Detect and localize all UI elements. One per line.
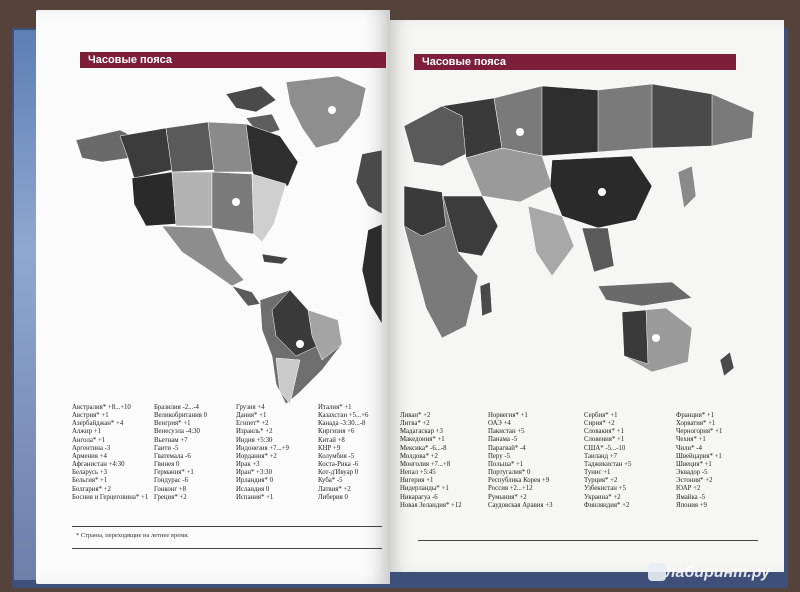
map-usa-mountain [172, 172, 212, 226]
country-entry: Таджикистан +5 [584, 460, 632, 468]
country-entry: Словакия* +1 [584, 428, 624, 436]
country-entry: Португалия* 0 [488, 469, 531, 477]
country-entry: Иордания* +2 [236, 452, 277, 460]
country-entry: Швеция* +1 [676, 460, 712, 468]
country-entry: Черногория* +1 [676, 428, 723, 436]
country-entry: Казахстан +5...+6 [318, 412, 369, 420]
country-entry: Германия* +1 [154, 469, 194, 477]
map-arctic-islands [226, 86, 276, 112]
country-entry: Колумбия -5 [318, 452, 355, 460]
country-entry: Египет* +2 [236, 420, 269, 428]
left-column-3 [236, 404, 289, 502]
country-entry: Коста-Рика -6 [318, 461, 359, 469]
left-column-2 [154, 404, 207, 502]
country-entry: Эстония* +2 [676, 477, 713, 485]
country-entry: Австрия* +1 [72, 412, 109, 420]
right-column-3 [584, 412, 631, 510]
map-cuba [262, 254, 288, 264]
country-entry: Таиланд +7 [584, 452, 618, 460]
country-entry: Ангола* +1 [72, 436, 106, 444]
country-entry: Великобритания 0 [154, 412, 207, 420]
country-entry: Индонезия +7...+9 [236, 444, 289, 452]
country-entry: Парагвай* -4 [488, 444, 526, 452]
left-page-banner [80, 52, 386, 68]
country-entry: Норвегия* +1 [488, 412, 528, 419]
watermark-text: лабиринт.ру [665, 564, 770, 581]
country-entry: Перу -5 [488, 452, 510, 460]
country-entry: Республика Корея +9 [488, 477, 550, 485]
left-footnote-rule [72, 526, 382, 527]
map-western-europe [356, 150, 382, 214]
country-entry: Армения +4 [72, 452, 107, 460]
country-entry: Афганистан +4:30 [72, 461, 125, 469]
country-entry: Турция* +2 [584, 477, 618, 485]
country-entry: Финляндия* +2 [584, 501, 630, 509]
country-entry: Украина* +2 [584, 493, 621, 501]
country-entry: Вьетнам +7 [154, 436, 188, 444]
country-entry: Сирия* +2 [584, 420, 615, 428]
map-japan [678, 166, 696, 208]
left-bottom-rule [72, 548, 382, 549]
map-indochina [582, 228, 614, 272]
country-entry: Испания* +1 [236, 493, 274, 501]
country-entry: ОАЭ +4 [488, 420, 511, 428]
map-europe-west [404, 106, 466, 166]
map-greenland [286, 76, 366, 148]
map-australia-west [622, 310, 648, 364]
country-entry: Саудовская Аравия +3 [488, 501, 553, 509]
map-central-asia [466, 148, 552, 202]
country-entry: Израиль* +2 [236, 428, 273, 436]
country-entry: Либерия 0 [318, 493, 348, 501]
country-entry: Индия +5:30 [236, 436, 273, 444]
country-entry: Алжир +1 [72, 428, 101, 436]
country-entry: Аргентина -3 [72, 444, 111, 452]
country-entry: Словения* +1 [584, 436, 625, 444]
map-russia [494, 84, 754, 156]
map-canada-mountain [166, 122, 214, 172]
country-entry: Чили* -4 [676, 444, 702, 452]
country-entry: Бразилия -2...-4 [154, 404, 199, 411]
map-central-america [232, 286, 260, 306]
map-canada-west [120, 128, 172, 178]
country-entry: Беларусь +3 [72, 469, 108, 477]
left-page [36, 10, 390, 584]
country-entry: Япония +9 [676, 501, 707, 509]
watermark-logo-icon [648, 563, 666, 581]
country-entry: Ямайка -5 [676, 493, 706, 501]
map-zone-marker [516, 128, 524, 136]
right-bottom-rule [418, 540, 758, 541]
country-entry: Болгария* +2 [72, 485, 111, 493]
country-entry: Кот-д'Ивуар 0 [318, 469, 359, 477]
country-entry: Румыния* +2 [488, 493, 527, 501]
country-entry: Мадагаскар +3 [400, 428, 443, 436]
country-entry: Чехия* +1 [676, 436, 706, 444]
right-page [388, 20, 784, 572]
eurasia-world-map [402, 76, 778, 376]
country-entry: Латвия* +2 [318, 485, 351, 493]
map-russia-siberia-east [652, 84, 712, 148]
country-entry: Ирак +3 [236, 461, 260, 469]
country-entry: Ливан* +2 [400, 412, 431, 419]
map-usa-pacific [132, 172, 176, 226]
country-entry: Эквадор -5 [676, 469, 708, 477]
country-entry: Россия +2...+12 [488, 485, 533, 493]
country-entry: Гвинея 0 [154, 461, 180, 469]
country-entry: Канада -3:30...-8 [318, 420, 366, 428]
country-entry: Грузия +4 [236, 404, 265, 411]
map-indonesia [598, 282, 692, 306]
map-north-africa [404, 186, 446, 236]
country-entry: Македония* +1 [400, 436, 445, 444]
country-entry: Пакистан +5 [488, 428, 525, 436]
country-entry: Ирландия* 0 [236, 477, 273, 485]
country-entry: Швейцария* +1 [676, 452, 722, 460]
country-entry: ЮАР +2 [676, 485, 701, 493]
country-entry: Дания* +1 [236, 412, 267, 420]
map-zone-marker [328, 106, 336, 114]
country-entry: Италия* +1 [318, 404, 352, 411]
map-zone-marker [232, 198, 240, 206]
americas-world-map [76, 74, 382, 404]
country-entry: Куба* -5 [318, 477, 343, 485]
country-entry: Хорватия* +1 [676, 420, 716, 428]
country-entry: Монголия +7...+8 [400, 460, 451, 468]
country-entry: Молдова* +2 [400, 452, 438, 460]
map-madagascar [480, 282, 492, 316]
country-entry: Никарагуа -6 [400, 493, 438, 501]
country-entry: Киргизия +6 [318, 428, 355, 436]
country-entry: Бельгия* +1 [72, 477, 108, 485]
map-usa-eastern [252, 174, 286, 242]
map-zone-marker [598, 188, 606, 196]
country-entry: Китай +8 [318, 436, 345, 444]
left-page-title: Часовые пояса [80, 52, 180, 68]
country-entry: Гватемала -6 [154, 452, 191, 460]
country-entry: КНР +9 [318, 444, 341, 452]
country-entry: Нидерланды* +1 [400, 485, 449, 493]
map-new-zealand [720, 352, 734, 376]
right-column-4 [676, 412, 722, 510]
right-column-2 [488, 412, 553, 510]
book-cover-edge [14, 30, 38, 580]
left-footnote: * Страны, переходящие на летнее время. [76, 532, 189, 539]
country-entry: Польша* +1 [488, 460, 524, 468]
country-entry: Нигерия +1 [400, 477, 434, 485]
map-zone-marker [652, 334, 660, 342]
country-entry: Иран* +3:30 [236, 469, 272, 477]
country-entry: США* -5...-10 [584, 444, 626, 452]
country-entry: Литва* +2 [400, 420, 430, 428]
country-entry: Новая Зеландия* +12 [400, 501, 462, 509]
country-entry: Азербайджан* +4 [72, 420, 124, 428]
country-entry: Узбекистан +5 [584, 485, 626, 493]
country-entry: Гондурас -6 [154, 477, 189, 485]
map-zone-marker [296, 340, 304, 348]
country-entry: Сербия* +1 [584, 412, 618, 419]
country-entry: Австралия* +8...+10 [72, 404, 131, 411]
country-entry: Непал +5:45 [400, 469, 436, 477]
country-entry: Греция* +2 [154, 493, 187, 501]
left-column-1 [72, 404, 148, 502]
country-entry: Панама -5 [488, 436, 518, 444]
map-russia-siberia-west [542, 86, 598, 156]
country-entry: Гонконг +8 [154, 485, 187, 493]
country-entry: Мексика* -6...-8 [400, 444, 447, 452]
country-entry: Исландия 0 [236, 485, 270, 493]
country-entry: Босния и Герцеговина* +1 [72, 493, 149, 501]
map-mexico [162, 226, 244, 286]
left-column-4 [318, 404, 368, 502]
right-page-title: Часовые пояса [414, 54, 514, 70]
right-page-banner [414, 54, 736, 70]
right-column-1 [400, 412, 462, 510]
map-west-africa [362, 224, 382, 324]
country-entry: Венгрия* +1 [154, 420, 191, 428]
country-entry: Гаити -5 [154, 444, 179, 452]
country-entry: Тунис +1 [584, 469, 611, 477]
country-entry: Франция* +1 [676, 412, 715, 419]
country-entry: Венесуэла -4:30 [154, 428, 200, 436]
